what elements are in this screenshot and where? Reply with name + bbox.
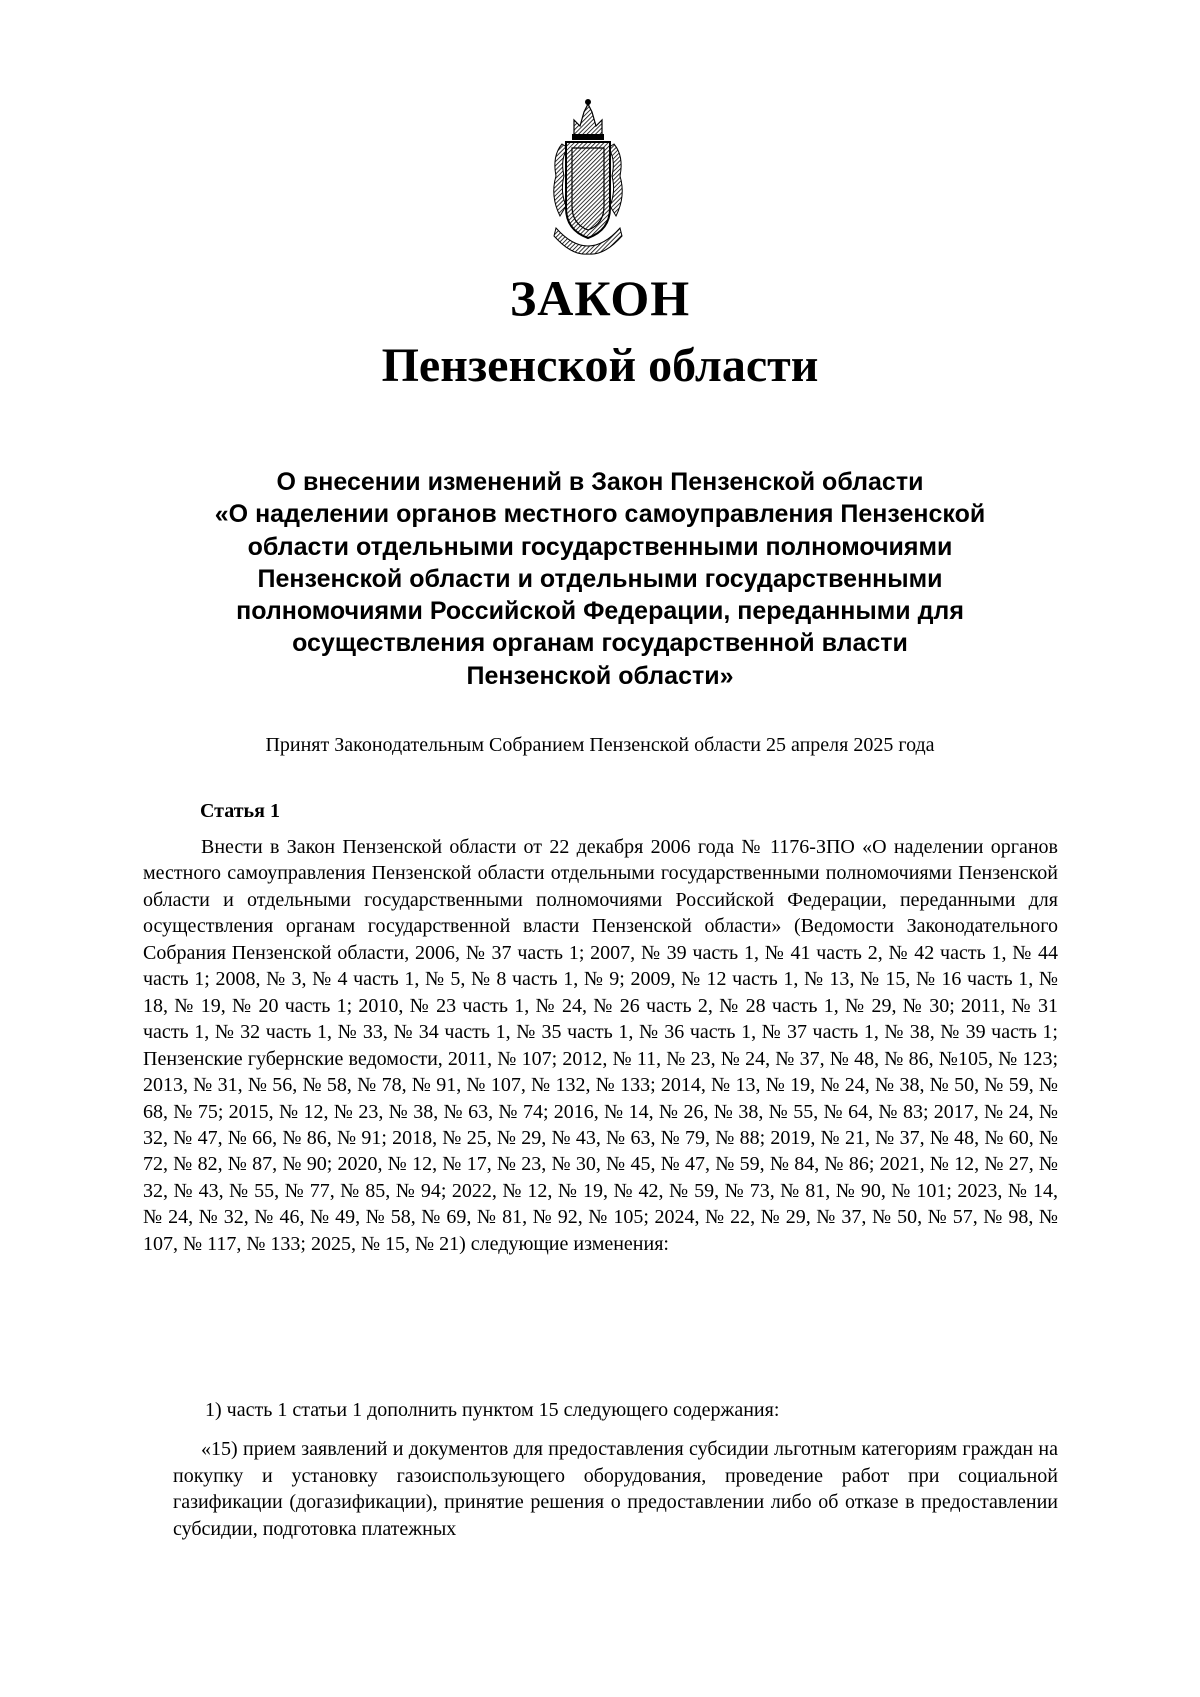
document-region: Пензенской области [381, 339, 819, 392]
article-paragraph: Внести в Закон Пензенской области от 22 декабря 2006 года № 1176-ЗПО «О наделении органов местного самоуправления Пензенской области отдельными государственными полномочиями Пензенской области и отдельными государственными полномочиями Российской Федерации, переданными для осуществления органам государственной власти Пензенской области» (Ведомости Законодательного Собрания Пензенской области, 2006, № 37 часть 1; 2007, № 39 часть 1, № 41 часть 2, № 42 часть 1, № 44 часть 1; 2008, № 3, № 4 часть 1, № 5, № 8 часть 1, № 9; 2009, № 12 часть 1, № 13, № 15, № 16 часть 1, № 18, № 19, № 20 часть 1; 2010, № 23 часть 1, № 24, № 26 часть 2, № 28 часть 1, № 29, № 30; 2011, № 31 часть 1, № 32 часть 1, № 33, № 34 часть 1, № 35 часть 1, № 36 часть 1, № 37 часть 1, № 38, № 39 часть 1; Пензенские губернские ведомости, 2011, № 107; 2012, № 11, № 23, № 24, № 37, № 48, № 86, №105, № 123; 2013, № 31, № 56, № 58, № 78, № 91, № 107, № 132, № 133; 2014, № 13, № 19, № 24, № 38, № 50, № 59, № 68, № 75; 2015, № 12, № 23, № 38, № 63, № 74; 2016, № 14, № 26, № 38, № 55, № 64, № 83; 2017, № 24, № 32, № 47, № 66, № 86, № 91; 2018, № 25, № 29, № 43, № 63, № 79, № 88; 2019, № 21, № 37, № 48, № 60, № 72, № 82, № 87, № 90; 2020, № 12, № 17, № 23, № 30, № 45, № 47, № 59, № 84, № 86; 2021, № 12, № 27, № 32, № 43, № 55, № 77, № 85, № 94; 2022, № 12, № 19, № 42, № 59, № 73, № 81, № 90, № 101; 2023, № 14, № 24, № 32, № 46, № 49, № 58, № 69, № 81, № 92, № 105; 2024, № 22, № 29, № 37, № 50, № 57, № 98, № 107, № 117, № 133; 2025, № 15, № 21) следующие изменения: [143, 836, 1058, 1255]
title-line: «О наделении органов местного самоуправления Пензенской [214, 500, 986, 529]
quoted-paragraph: «15) прием заявлений и документов для предоставления субсидии льготным категориям граждан на покупку и установку газоиспользующего оборудования, проведение работ при социальной газификации (догазификации), принятие решения о предоставлении либо об отказе в предоставлении субсидии, подготовка платежных [173, 1438, 1058, 1540]
title-line: осуществления органам государственной власти [292, 629, 908, 658]
title-line: полномочиями Российской Федерации, переданными для [236, 597, 964, 626]
article-item: 1) часть 1 статьи 1 дополнить пунктом 15 следующего содержания: [205, 1399, 780, 1421]
document-title [140, 466, 1060, 692]
article-heading: Статья 1 [200, 800, 280, 822]
title-line: Пензенской области» [466, 661, 734, 690]
title-line: О внесении изменений в Закон Пензенской области [276, 468, 924, 496]
title-line: области отдельными государственными полномочиями [247, 532, 953, 561]
title-line: Пензенской области и отдельными государственными [257, 564, 943, 593]
coat-of-arms-icon [544, 96, 632, 256]
document-type: ЗАКОН [509, 270, 691, 326]
adoption-note: Принят Законодательным Собранием Пензенской области 25 апреля 2025 года [265, 734, 935, 756]
